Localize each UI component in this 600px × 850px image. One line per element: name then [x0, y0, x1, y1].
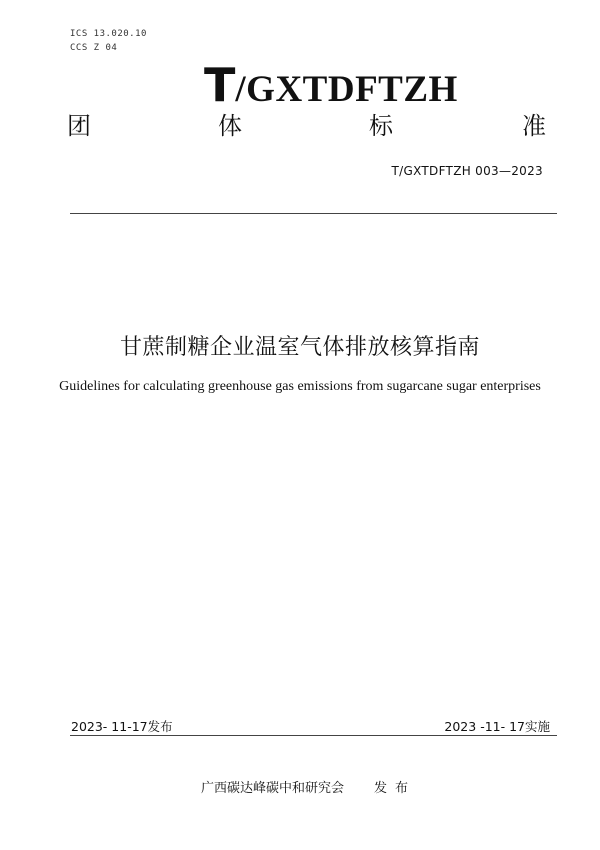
doc-kind-char-1: 团 — [67, 112, 91, 140]
ics-code: ICS 13.020.10 — [70, 29, 147, 39]
issuer-line — [201, 777, 416, 796]
title-english: Guidelines for calculating greenhouse gas emissions from sugarcane sugar enterprises — [59, 379, 541, 394]
doc-kind-char-3: 标 — [369, 112, 393, 140]
doc-kind-char-4: 准 — [522, 112, 546, 140]
logo-prefix: T — [204, 58, 236, 112]
publish-date: 2023- 11-17发布 — [71, 719, 173, 734]
top-divider — [70, 213, 557, 214]
title-chinese: 甘蔗制糖企业温室气体排放核算指南 — [119, 335, 480, 360]
logo-code: /GXTDFTZH — [235, 69, 458, 110]
implement-date: 2023 -11- 17实施 — [444, 719, 550, 734]
doc-kind-char-2: 体 — [218, 112, 242, 140]
issue-label: 发布 — [374, 781, 417, 796]
issuer-organization: 广西碳达峰碳中和研究会 — [201, 781, 345, 796]
standard-logo — [204, 58, 458, 112]
ccs-code: CCS Z 04 — [70, 43, 118, 53]
standard-number: T/GXTDFTZH 003—2023 — [391, 164, 543, 178]
bottom-divider — [70, 735, 557, 736]
